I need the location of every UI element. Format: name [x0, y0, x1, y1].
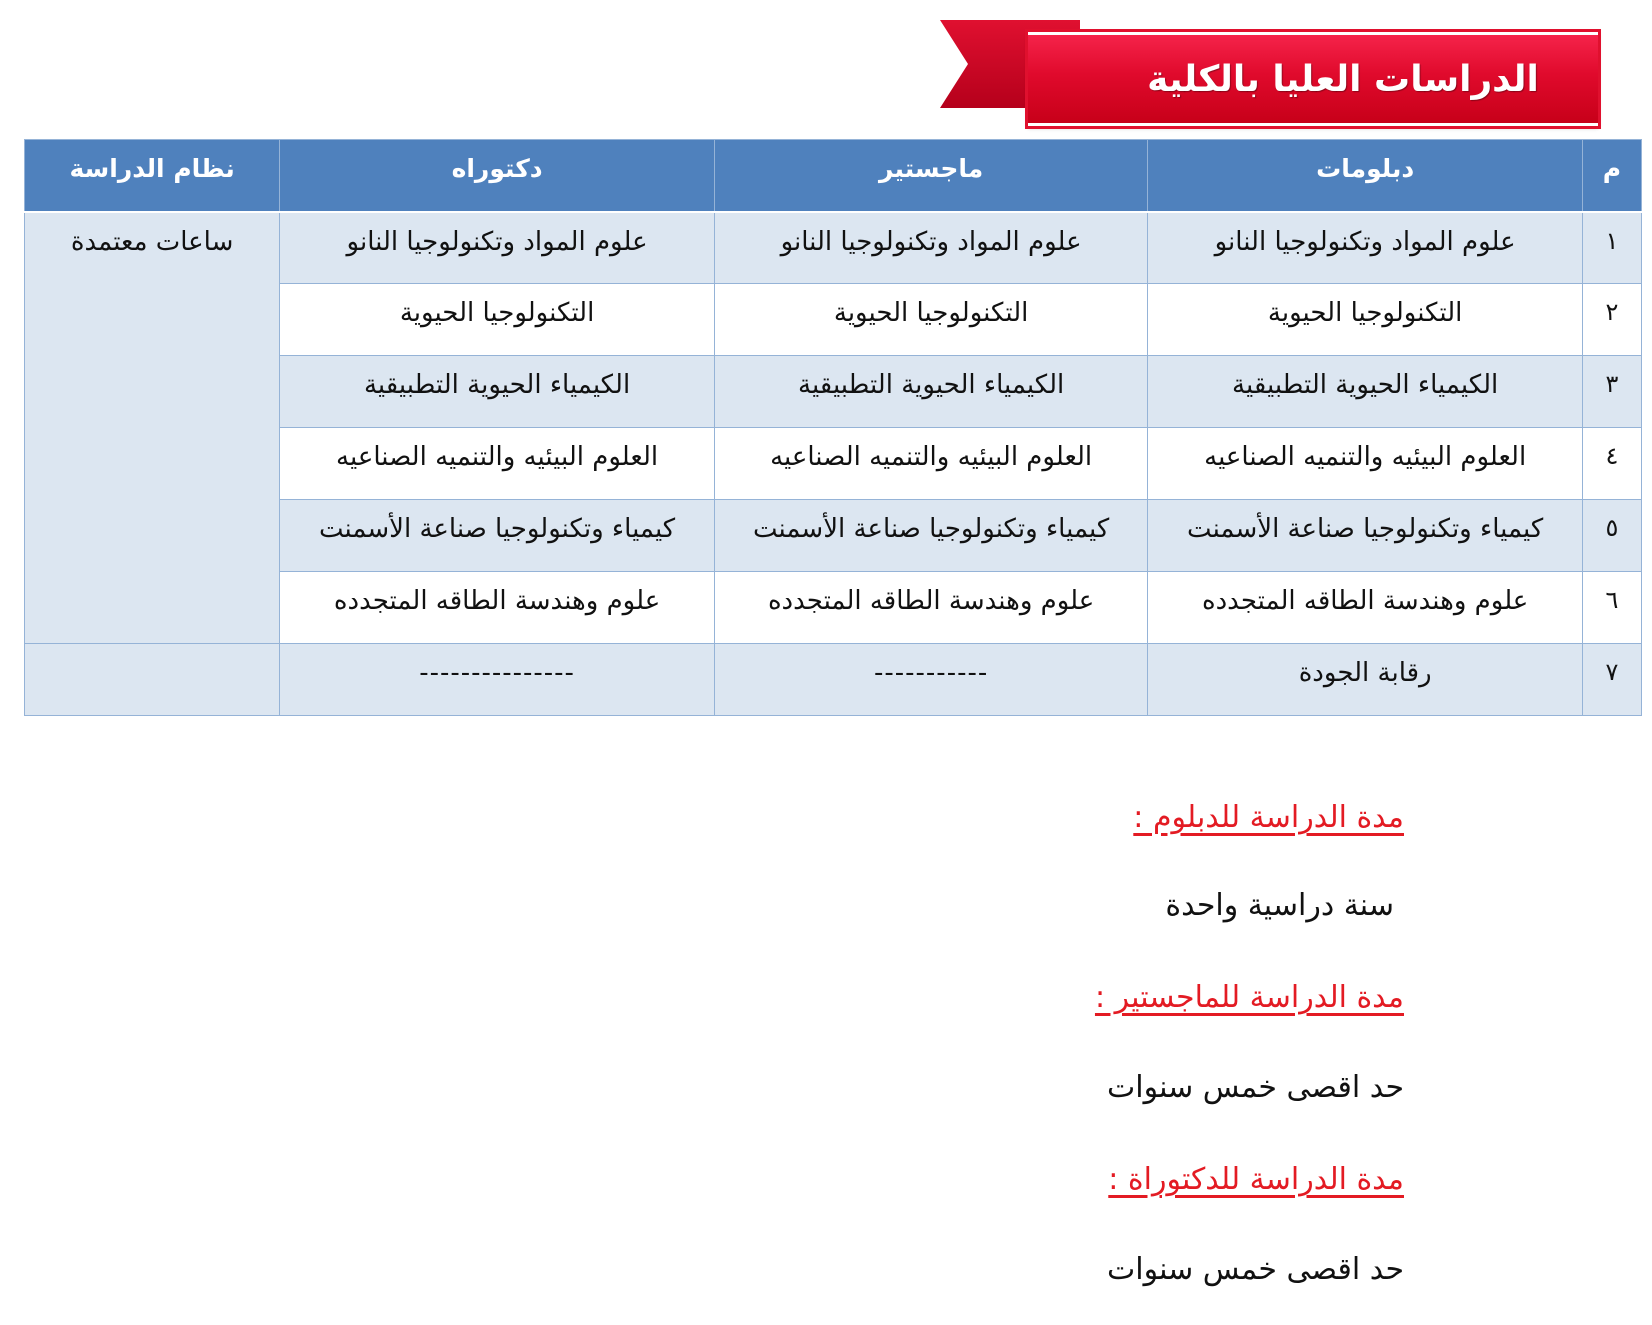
row-num: ٦	[1582, 572, 1641, 644]
cell-doctorate: العلوم البيئيه والتنميه الصناعيه	[280, 428, 715, 500]
programs-table	[24, 139, 1642, 716]
row-num: ١	[1582, 212, 1641, 284]
doctorate-duration-heading: مدة الدراسة للدكتوراة :	[1108, 1162, 1404, 1197]
cell-diploma: التكنولوجيا الحيوية	[1148, 284, 1583, 356]
row-num: ٧	[1582, 644, 1641, 716]
masters-duration-value: حد اقصى خمس سنوات	[1107, 1070, 1404, 1105]
cell-diploma: علوم وهندسة الطاقه المتجدده	[1148, 572, 1583, 644]
cell-diploma: الكيمياء الحيوية التطبيقية	[1148, 356, 1583, 428]
masters-duration-heading: مدة الدراسة للماجستير :	[1094, 980, 1404, 1015]
cell-masters: -----------	[714, 644, 1148, 716]
cell-masters: العلوم البيئيه والتنميه الصناعيه	[714, 428, 1148, 500]
table-row	[25, 644, 1642, 716]
header-diplomas: دبلومات	[1148, 140, 1583, 212]
cell-doctorate: علوم المواد وتكنولوجيا النانو	[280, 212, 715, 284]
cell-diploma: كيمياء وتكنولوجيا صناعة الأسمنت	[1148, 500, 1583, 572]
cell-masters: علوم المواد وتكنولوجيا النانو	[714, 212, 1148, 284]
table-row	[25, 212, 1642, 284]
cell-masters: التكنولوجيا الحيوية	[714, 284, 1148, 356]
row-num: ٣	[1582, 356, 1641, 428]
cell-masters: الكيمياء الحيوية التطبيقية	[714, 356, 1148, 428]
title-banner	[940, 18, 1598, 120]
cell-doctorate: التكنولوجيا الحيوية	[280, 284, 715, 356]
cell-masters: علوم وهندسة الطاقه المتجدده	[714, 572, 1148, 644]
header-num: م	[1582, 140, 1641, 212]
row-num: ٤	[1582, 428, 1641, 500]
table-header-row	[25, 140, 1642, 212]
row-num: ٥	[1582, 500, 1641, 572]
doctorate-duration-value: حد اقصى خمس سنوات	[1107, 1252, 1404, 1287]
header-doctorate: دكتوراه	[280, 140, 715, 212]
cell-diploma: رقابة الجودة	[1148, 644, 1583, 716]
cell-diploma: العلوم البيئيه والتنميه الصناعيه	[1148, 428, 1583, 500]
cell-doctorate: كيمياء وتكنولوجيا صناعة الأسمنت	[280, 500, 715, 572]
cell-masters: كيمياء وتكنولوجيا صناعة الأسمنت	[714, 500, 1148, 572]
cell-diploma: علوم المواد وتكنولوجيا النانو	[1148, 212, 1583, 284]
banner-ribbon	[1028, 32, 1598, 126]
diploma-duration-value: سنة دراسية واحدة	[1165, 888, 1394, 923]
cell-study-system-empty	[25, 644, 280, 716]
cell-doctorate: الكيمياء الحيوية التطبيقية	[280, 356, 715, 428]
programs-table-container	[24, 139, 1642, 716]
diploma-duration-heading: مدة الدراسة للدبلوم :	[1133, 800, 1404, 835]
cell-study-system: ساعات معتمدة	[25, 212, 280, 644]
cell-doctorate: ---------------	[280, 644, 715, 716]
header-system: نظام الدراسة	[25, 140, 280, 212]
page-title: الدراسات العليا بالكلية	[1147, 58, 1539, 100]
header-masters: ماجستير	[714, 140, 1148, 212]
row-num: ٢	[1582, 284, 1641, 356]
cell-doctorate: علوم وهندسة الطاقه المتجدده	[280, 572, 715, 644]
